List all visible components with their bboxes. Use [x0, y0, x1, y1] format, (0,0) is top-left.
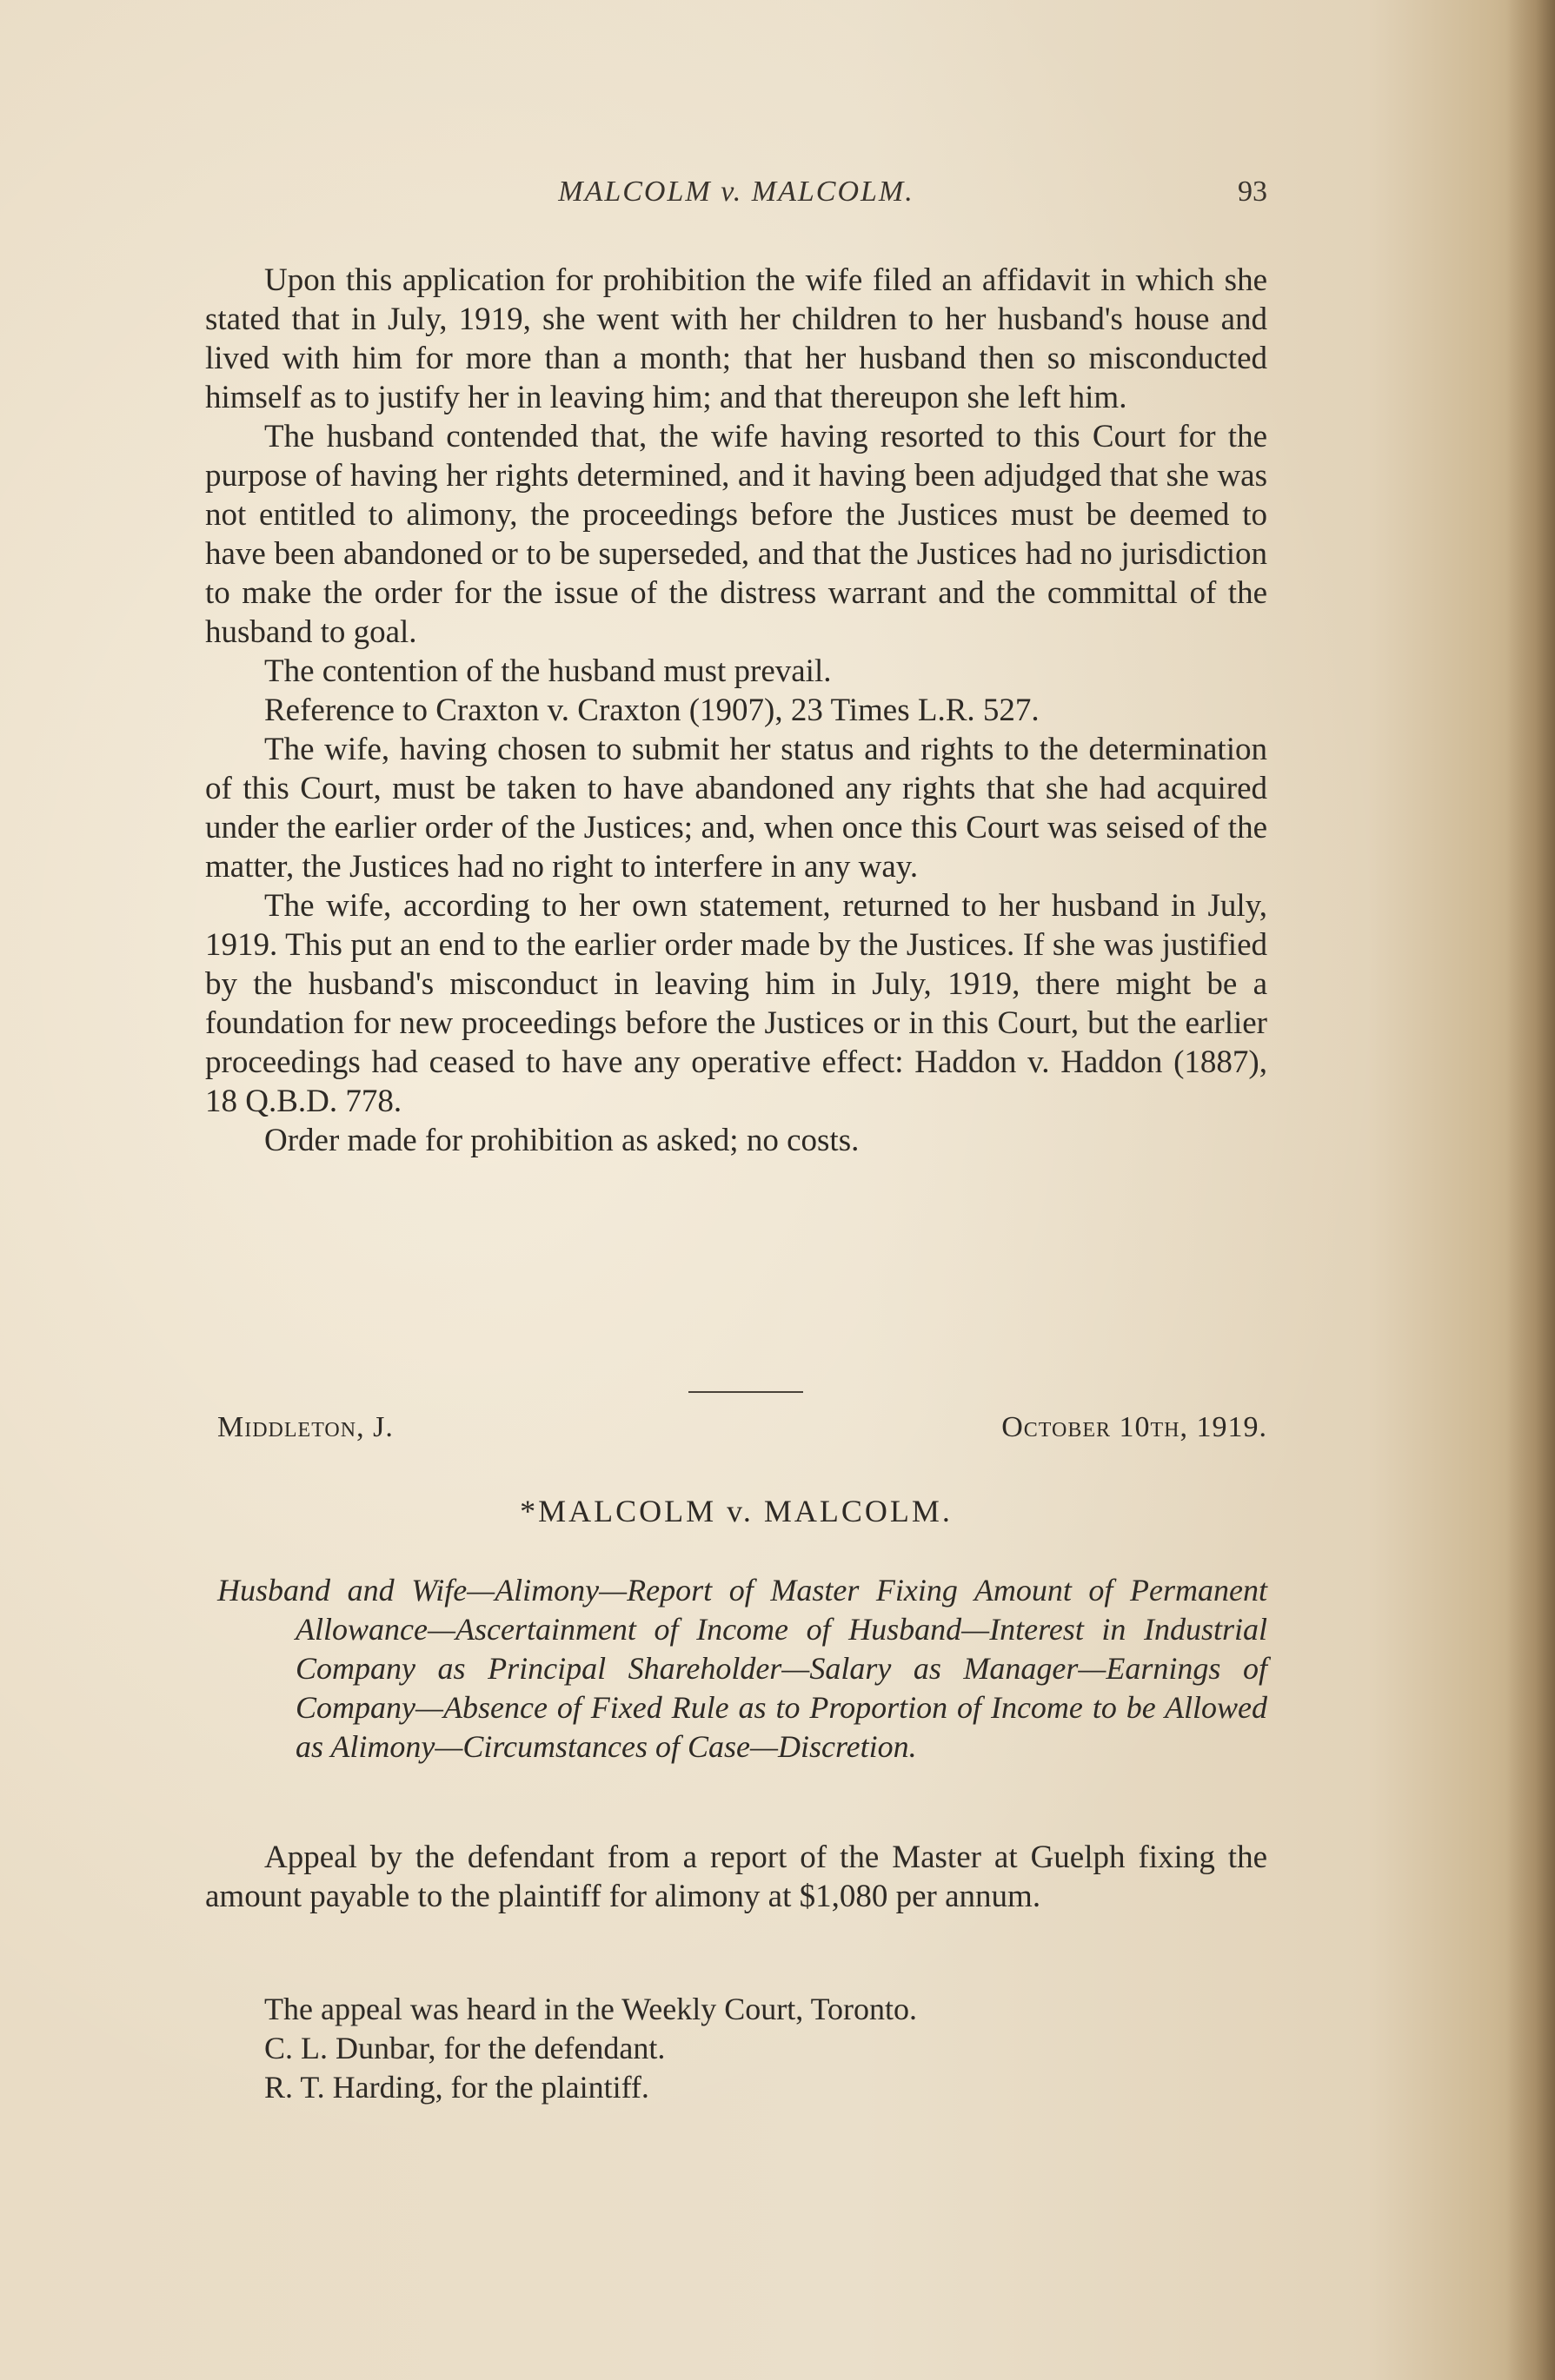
decision-date: October 10th, 1919. [1001, 1411, 1267, 1443]
headnote: Husband and Wife—Alimony—Report of Master Fixing Amount of Permanent Allowance—Ascertainment of Income of Husband—Interest in Industrial Company as Principal Shareholder—Salary as Manager—Earnings of Company—Absence of Fixed Rule as to Proportion of Income to be Allowed as Alimony—Circumstances of Case—Discretion. [217, 1573, 1267, 1764]
paragraph-wife-returned: The wife, according to her own statement, returned to her husband in July, 1919. This put an end to the earlier order made by the Justices. If she was justified by the husband's misconduct in leaving him in July, 1919, there might be a foundation for new proceedings before the Justices or in this Court, but the earlier proceedings had ceased to have any operative effect: Haddon v. Haddon (1887), 18 Q.B.D. 778. [205, 888, 1267, 1119]
judge-name: Middleton, J. [217, 1411, 394, 1443]
judge-date-line [217, 1411, 1267, 1455]
hearing-details [205, 1990, 1267, 2107]
page-number: 93 [1238, 176, 1267, 208]
paragraph-appeal: Appeal by the defendant from a report of the Master at Guelph fixing the amount payable to the plaintiff for alimony at $1,080 per annum. [205, 1840, 1267, 1914]
paragraph-husband-contention: The husband contended that, the wife having resorted to this Court for the purpose of having her rights determined, and it having been adjudged that she was not entitled to alimony, the proceedings before the Justices must be deemed to have been abandoned or to be superseded, and that the Justices had no jurisdiction to make the order for the issue of the distress warrant and the committal of the husband to goal. [205, 419, 1267, 650]
first-case-body [205, 261, 1267, 1160]
counsel-plaintiff: R. T. Harding, for the plaintiff. [264, 2070, 649, 2105]
paragraph-reference: Reference to Craxton v. Craxton (1907), 23 Times L.R. 527. [264, 693, 1040, 728]
page-edge-shadow [1506, 0, 1555, 2380]
section-divider [688, 1391, 803, 1393]
paragraph-contention-prevails: The contention of the husband must prevail. [264, 653, 832, 689]
hearing-location: The appeal was heard in the Weekly Court, Toronto. [264, 1992, 918, 2026]
page-header [205, 176, 1267, 224]
running-title: MALCOLM v. MALCOLM. [558, 176, 914, 208]
paragraph-order: Order made for prohibition as asked; no costs. [264, 1123, 860, 1158]
paragraph-affidavit: Upon this application for prohibition the wife filed an affidavit in which she stated that in July, 1919, she went with her children to her husband's house and lived with him for more than a month; that her husband then so misconducted himself as to justify her in leaving him; and that thereupon she left him. [205, 262, 1267, 415]
counsel-defendant: C. L. Dunbar, for the defendant. [264, 2031, 666, 2065]
second-case-body [205, 1838, 1267, 1916]
paragraph-wife-abandoned-rights: The wife, having chosen to submit her status and rights to the determination of this Court, must be taken to have abandoned any rights that she had acquired under the earlier order of the Justices; and, when once this Court was seised of the matter, the Justices had no right to interfere in any way. [205, 732, 1267, 885]
case-title: *MALCOLM v. MALCOLM. [520, 1494, 953, 1528]
